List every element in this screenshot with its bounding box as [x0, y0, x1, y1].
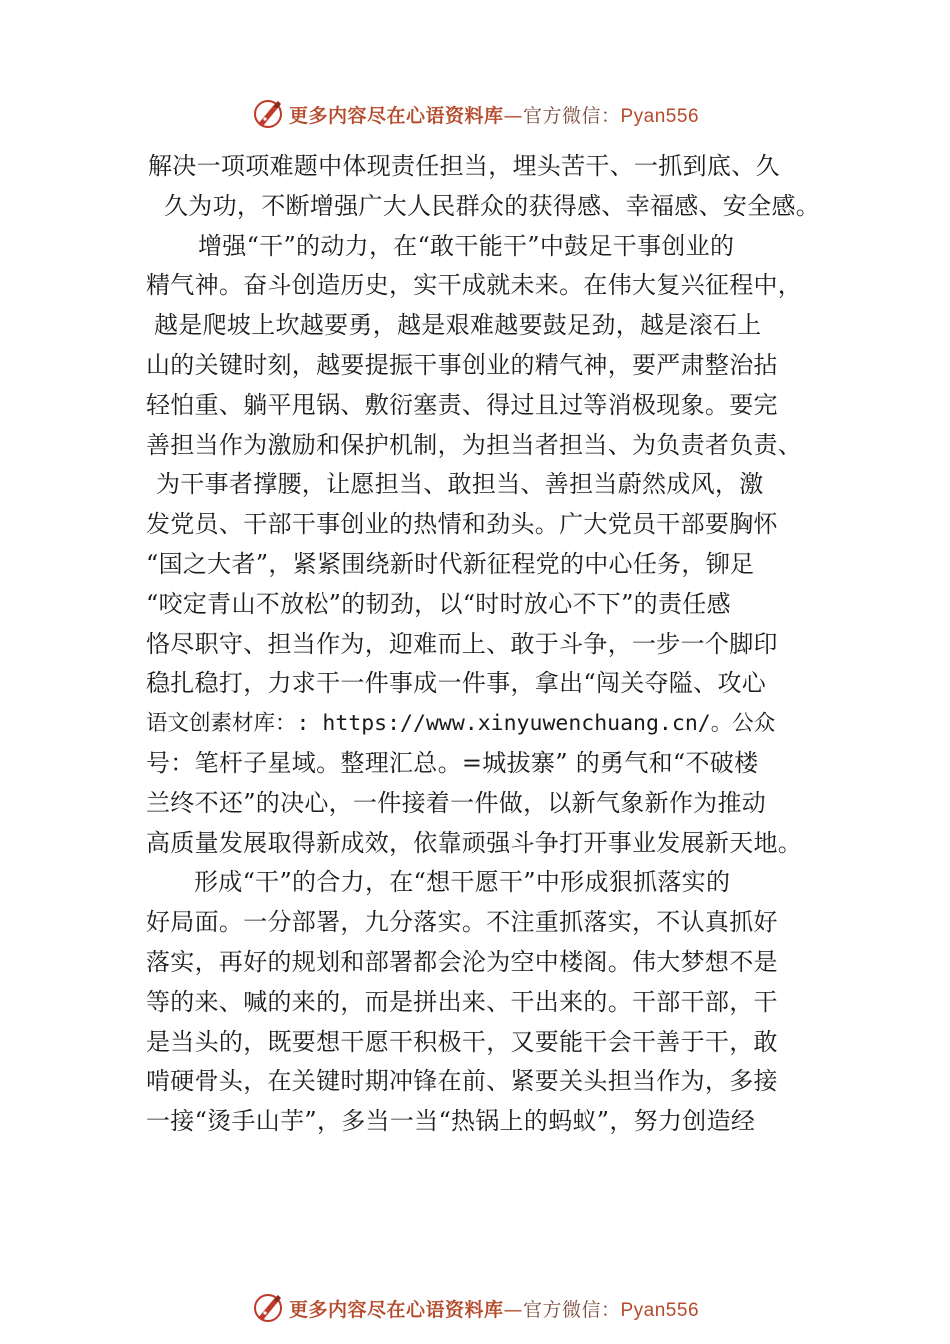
text-line: “咬定青山不放松”的韧劲，以“时时放心不下”的责任感: [146, 589, 731, 618]
footer-promo: 更多内容尽在心语资料库: [288, 1298, 504, 1321]
text-line: 是当头的，既要想干愿干积极干，又要能干会干善于干，敢: [146, 1027, 778, 1056]
text-line: 一接“烫手山芋”，多当一当“热锅上的蚂蚁”，努力创造经: [146, 1107, 756, 1136]
text-line: 形成“干”的合力，在“想干愿干”中形成狠抓落实的: [194, 868, 731, 897]
header-promo: 更多内容尽在心语资料库: [288, 104, 504, 127]
source-note-line: 语文创素材库：: https://www.xinyuwenchuang.cn/。公众: [146, 711, 776, 737]
text-line: 山的关键时刻，越要提振干事创业的精气神，要严肃整治拈: [146, 350, 778, 379]
header-wechat-label: 官方微信：: [522, 104, 621, 127]
footer-text: [289, 1295, 699, 1322]
pen-nib-logo-icon: [251, 1291, 285, 1325]
text-line: 久为功，不断增强广大人民群众的获得感、幸福感、安全感。: [164, 191, 821, 220]
footer-wechat-id: Pyan556: [620, 1299, 700, 1321]
text-line: 发党员、干部干事创业的热情和劲头。广大党员干部要胸怀: [146, 510, 778, 539]
text-line: 解决一项项难题中体现责任担当，埋头苦干、一抓到底、久: [148, 152, 780, 180]
footer-wechat-label: 官方微信：: [522, 1298, 621, 1321]
header-banner: [0, 94, 950, 134]
text-line: 好局面。一分部署，九分落实。不注重抓落实，不认真抓好: [146, 908, 778, 937]
text-line: 恪尽职守、担当作为，迎难而上、敢于斗争，一步一个脚印: [146, 629, 778, 658]
text-line: 善担当作为激励和保护机制，为担当者担当、为负责者负责、: [146, 430, 803, 459]
text-line: 为干事者撑腰，让愿担当、敢担当、善担当蔚然成风，激: [156, 470, 764, 499]
header-wechat-id: Pyan556: [620, 105, 700, 127]
text-line: 高质量发展取得新成效，依靠顽强斗争打开事业发展新天地。: [146, 828, 803, 857]
text-line: 等的来、喊的来的，而是拼出来、干出来的。干部干部，干: [146, 987, 778, 1016]
header-dash: —: [503, 104, 523, 127]
source-note-line: 号：笔杆子星域。整理汇总。=城拔寨” 的勇气和“不破楼: [146, 748, 759, 777]
text-line: 兰终不还”的决心，一件接着一件做，以新气象新作为推动: [146, 788, 767, 817]
text-line: 越是爬坡上坎越要勇，越是艰难越要鼓足劲，越是滚石上: [154, 311, 762, 340]
footer-banner: [0, 1288, 950, 1328]
text-line: 轻怕重、躺平甩锅、敷衍塞责、得过且过等消极现象。要完: [146, 390, 778, 419]
header-text: [289, 101, 699, 128]
text-line: 精气神。奋斗创造历史，实干成就未来。在伟大复兴征程中，: [146, 271, 803, 300]
text-line: 稳扎稳打，力求干一件事成一件事，拿出“闯关夺隘、攻心: [146, 669, 767, 698]
footer-dash: —: [503, 1298, 523, 1321]
document-body: [146, 147, 836, 1142]
pen-nib-logo-icon: [251, 97, 285, 131]
text-line: 增强“干”的动力，在“敢干能干”中鼓足干事创业的: [198, 231, 735, 260]
text-line: “国之大者”，紧紧围绕新时代新征程党的中心任务，铆足: [146, 549, 755, 578]
text-line: 啃硬骨头，在关键时期冲锋在前、紧要关头担当作为，多接: [146, 1067, 778, 1096]
text-line: 落实，再好的规划和部署都会沦为空中楼阁。伟大梦想不是: [146, 947, 778, 976]
